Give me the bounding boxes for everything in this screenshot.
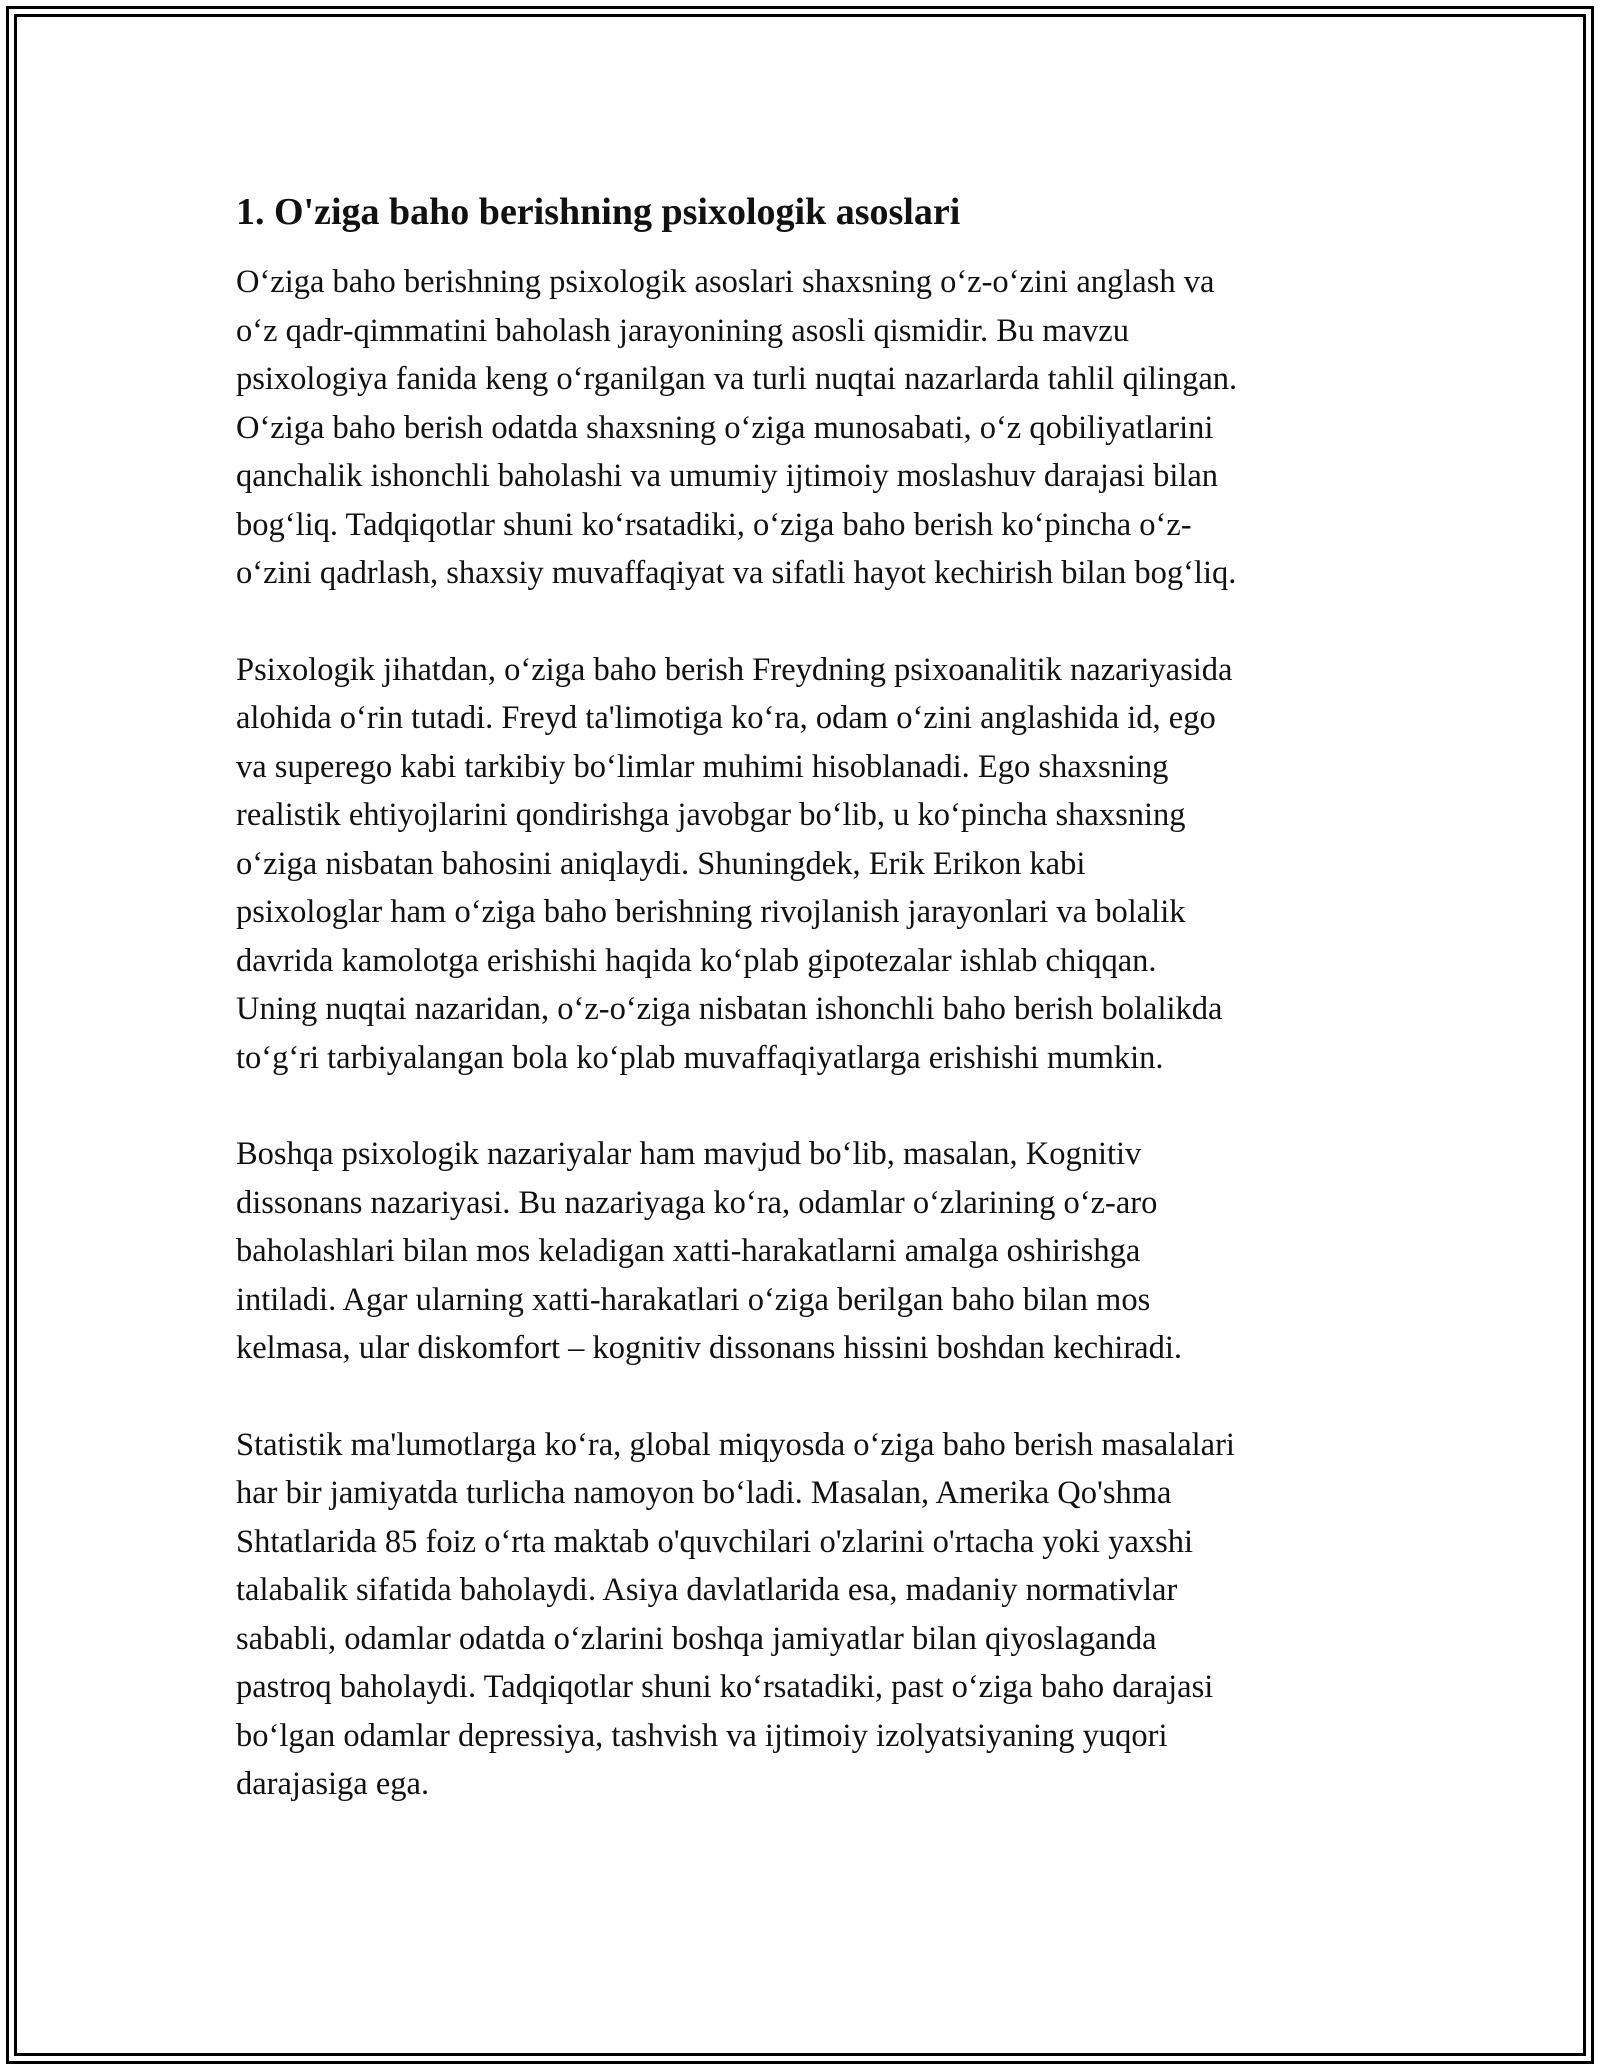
paragraph-cognitive-dissonance: Boshqa psixologik nazariyalar ham mavjud bo‘lib, masalan, Kognitiv dissonans nazariyasi. Bu nazariyaga ko‘ra, odamlar o‘zlarining o‘z-aro baholashlari bilan mos keladigan xatti-harakatlarni amalga oshirishga intiladi. Agar ularning xatti-harakatlari o‘ziga berilgan baho bilan mos kelmasa, ular diskomfort – kognitiv dissonans hissini boshdan kechiradi.: [236, 1136, 1182, 1366]
paragraph-freud-erikson: Psixologik jihatdan, o‘ziga baho berish Freydning psixoanalitik nazariyasida alohida o‘rin tutadi. Freyd ta'limotiga ko‘ra, odam o‘zini anglashida id, ego va superego kabi tarkibiy bo‘limlar muhimi hisoblanadi. Ego shaxsning realistik ehtiyojlarini qondirishga javobgar bo‘lib, u ko‘pincha shaxsning o‘ziga nisbatan bahosini aniqlaydi. Shuningdek, Erik Erikon kabi psixologlar ham o‘ziga baho berishning rivojlanish jarayonlari va bolalik davrida kamolotga erishishi haqida ko‘plab gipotezalar ishlab chiqqan. Uning nuqtai nazaridan, o‘z-o‘ziga nisbatan ishonchli baho berish bolalikda to‘g‘ri tarbiyalangan bola ko‘plab muvaffaqiyatlarga erishishi mumkin.: [236, 651, 1233, 1076]
paragraph-intro: O‘ziga baho berishning psixologik asoslari shaxsning o‘z-o‘zini anglash va o‘z qadr-qimmatini baholash jarayonining asosli qismidir. Bu mavzu psixologiya fanida keng o‘rganilgan va turli nuqtai nazarlarda tahlil qilingan. O‘ziga baho berish odatda shaxsning o‘ziga munosabati, o‘z qobiliyatlarini qanchalik ishonchli baholashi va umumiy ijtimoiy moslashuv darajasi bilan bog‘liq. Tadqiqotlar shuni ko‘rsatadiki, o‘ziga baho berish ko‘pincha o‘z- o‘zini qadrlash, shaxsiy muvaffaqiyat va sifatli hayot kechirish bilan bog‘liq.: [236, 264, 1238, 591]
section-heading: 1. O'ziga baho berishning psixologik asoslari: [236, 191, 961, 233]
document-body: [236, 188, 1372, 1857]
paragraph-statistics: Statistik ma'lumotlarga ko‘ra, global miqyosda o‘ziga baho berish masalalari har bir jamiyatda turlicha namoyon bo‘ladi. Masalan, Amerika Qo'shma Shtatlarida 85 foiz o‘rta maktab o'quvchilari o'zlarini o'rtacha yoki yaxshi talabalik sifatida baholaydi. Asiya davlatlarida esa, madaniy normativlar sababli, odamlar odatda o‘zlarini boshqa jamiyatlar bilan qiyoslaganda pastroq baholaydi. Tadqiqotlar shuni ko‘rsatadiki, past o‘ziga baho darajasi bo‘lgan odamlar depressiya, tashvish va ijtimoiy izolyatsiyaning yuqori darajasiga ega.: [236, 1426, 1235, 1802]
